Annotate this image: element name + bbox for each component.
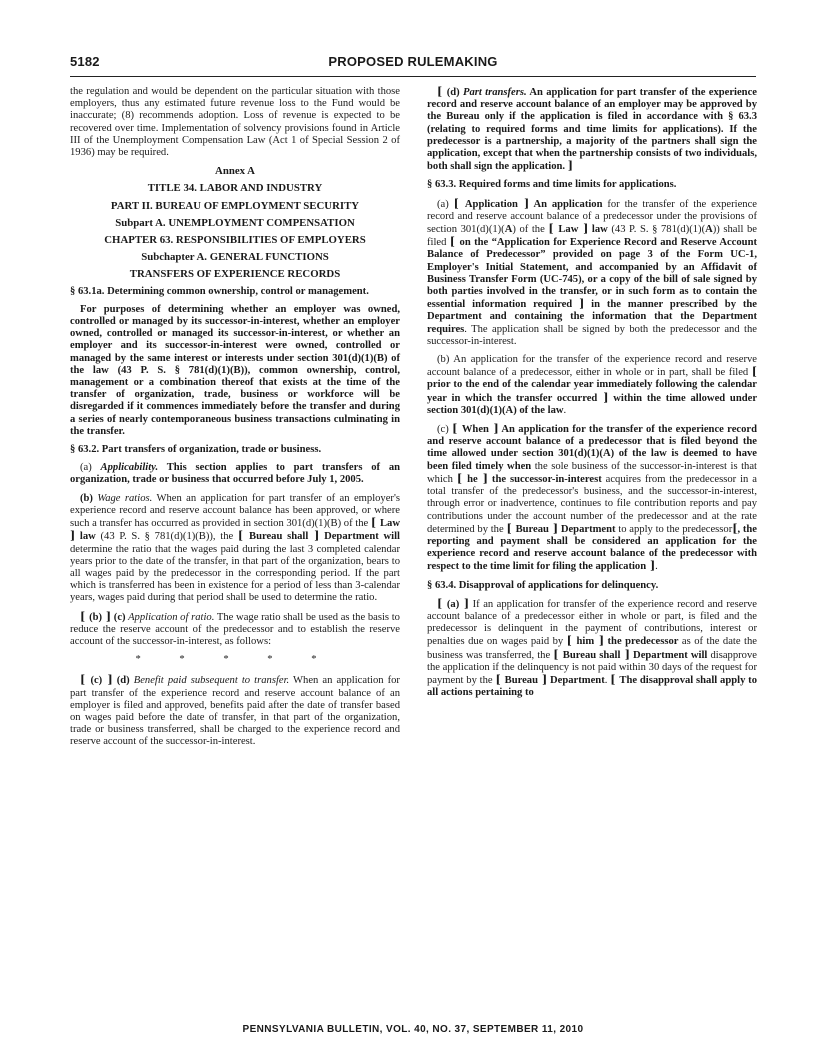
subsection-b-text: (43 P. S. § 781(d)(1)(B)), the [95, 531, 238, 543]
bracket-close: ] [477, 471, 488, 485]
plain-text: (b) An application for the transfer of the experience record and reserve account balance of a predecessor, either in whole or in part, shall be filed [427, 354, 757, 379]
bracket-open: [ [553, 647, 563, 661]
bracket-open: [ [548, 222, 559, 236]
plain-text: . [655, 561, 658, 573]
inserted-text: law [75, 531, 96, 543]
bracket-open: [ [449, 235, 460, 249]
inserted-text: An application for the transfer of the experience record and reserve account balance of a predecessor that is filed beyond the time allowed under section 301(d)(1)(A) of the law is deemed to have been filed timely when [427, 424, 757, 472]
plain-text: ) of the [512, 224, 549, 236]
deleted-text: him [576, 636, 595, 648]
inserted-text: in the manner prescribed by the Department and containing the information that the Department requires [427, 299, 757, 335]
bracket-close: ] [548, 521, 559, 535]
bracket-open: [ [437, 85, 447, 98]
deleted-text: Bureau shall [249, 531, 309, 543]
plain-text: (c) [437, 424, 453, 436]
deleted-text: Bureau [504, 674, 538, 686]
bracket-open: [ [452, 422, 462, 436]
header-rule [70, 76, 756, 77]
subsection-b-text: When an application for part transfer of an employer's experience record and reserve account balance has been approved, or where such a transfer has occurred as provided in section 301(d)(1)(B) of the [70, 492, 400, 530]
part-heading: PART II. BUREAU OF EMPLOYMENT SECURITY [110, 199, 360, 212]
inserted-text: (d) [112, 675, 130, 687]
bracket-open: [ [566, 634, 577, 648]
deleted-text: on the “Application for Experience Record and Reserve Account Balance of Predecessor” provided on page 3 of the Form UC-1, Employer's Initial Statement, and accompanied by an Affidavit of Business Transfer Form (UC-745), or a copy of the bill of sale signed by both parties involved in the transfer, or in such form as to contain the essential information required [427, 237, 757, 311]
subsection-a-text: This section applies to part transfers of an organization, trade or business that occurred before July 1, 2005. [70, 462, 401, 486]
deleted-text: , the reporting and payment shall be considered an application for the experience record and reserve account balance of the predecessor with respect to the time limit for filing the application [427, 523, 757, 573]
bracket-close: ] [488, 422, 499, 436]
section-63-3-b-paragraph [427, 354, 757, 417]
bracket-open: [ [610, 672, 620, 686]
section-63-4-heading: § 63.4. Disapproval of applications for delinquency. [427, 579, 659, 591]
inserted-text: within the time allowed under section 301(d)(1)(A) of the law [427, 392, 758, 416]
annex-heading: Annex A [215, 165, 255, 178]
chapter-heading: CHAPTER 63. RESPONSIBILITIES OF EMPLOYERS [104, 234, 366, 247]
intro-paragraph: the regulation and would be dependent on the particular situation with those employers, thus any estimated future revenue loss to the Fund would be inaccurate; (8) recommends adoption. Loss of revenue is expected to be recovered over time. Implementation of solvency provisions found in Article III of the Unemployment Compensation Law (Act 1 of Special Session 2 of 1936) may be required. [70, 86, 400, 159]
plain-text: disapprove the application if the delinquency is not paid within 30 days of the request for payment by the [427, 649, 757, 686]
section-title: PROPOSED RULEMAKING [328, 54, 498, 69]
deleted-text: The disapproval shall apply to all actions pertaining to [427, 674, 757, 699]
subsection-c-title: Application of ratio. [125, 611, 215, 623]
inserted-text: (c) [111, 611, 126, 623]
subchapter-heading: Subchapter A. GENERAL FUNCTIONS [141, 251, 329, 264]
subsection-a-paragraph [70, 462, 400, 486]
bracket-open: [ [453, 196, 465, 210]
subsection-d-title: Benefit paid subsequent to transfer. [129, 675, 290, 687]
deleted-text: prior to the end of the calendar year immediately following the calendar year in which the transfer occurred [427, 379, 757, 404]
page-number: 5182 [70, 54, 100, 69]
subsection-d-text: When an application for part transfer of the experience record and reserve account balance of an employer is filed and approved, benefits paid after the date of transfer based on wages paid before the date of transfer, in that part of the organization, trade or business transferred, shall be charged to the experience record and reserve account of the successor-in-interest. [70, 675, 400, 748]
deleted-text: he [467, 473, 478, 485]
inserted-text: the successor-in-interest [488, 473, 602, 485]
plain-text: (a) [437, 198, 454, 210]
inserted-text: law [588, 224, 608, 236]
inserted-text: Department [558, 523, 616, 535]
section-63-1a-heading: § 63.1a. Determining common ownership, control or management. [70, 285, 369, 297]
inserted-text: the predecessor [604, 636, 679, 648]
bracket-close: ] [70, 529, 76, 543]
deleted-text: Bureau shall [562, 649, 621, 661]
bracket-close: ] [597, 390, 609, 404]
subsection-c-paragraph [70, 611, 400, 649]
bracket-close: ] [567, 159, 573, 173]
subsection-d-paragraph [70, 674, 400, 748]
bracket-close: ] [578, 222, 589, 236]
left-column [70, 86, 400, 755]
bracket-open: [ [495, 672, 505, 686]
bracket-close: ] [579, 297, 585, 311]
bracket-open: [ [80, 673, 91, 687]
bracket-close: ] [594, 634, 605, 648]
subsection-b-paragraph [70, 493, 400, 605]
bracket-close: ] [459, 596, 470, 610]
subpart-heading: Subpart A. UNEMPLOYMENT COMPENSATION [115, 216, 355, 229]
bracket-open: [ [732, 521, 738, 535]
plain-text: . [604, 674, 611, 686]
plain-text: as of the date the business was transferred, the [427, 636, 757, 661]
deleted-text: When [461, 424, 489, 436]
deleted-text: Application [464, 198, 518, 210]
plain-text: (43 P. S. § 781(d)(1)( [607, 224, 706, 236]
deleted-text: (c) [90, 675, 103, 687]
subsection-a-title: Applicability. [100, 462, 159, 474]
running-head [70, 54, 756, 72]
plain-text: . [563, 404, 567, 416]
omission-stars: * * * * * [135, 654, 335, 666]
bracket-open: [ [751, 365, 757, 379]
subsection-c-text: The wage ratio shall be used as the basis to reduce the reserve account of the predecessor and to establish the reserve account of the successor-in-interest, as follows: [70, 611, 400, 647]
inserted-text: An application [529, 198, 603, 210]
subsection-group-heading: TRANSFERS OF EXPERIENCE RECORDS [129, 268, 341, 281]
bracket-open: [ [237, 529, 250, 543]
bracket-close: ] [102, 609, 112, 623]
plain-text: . The application shall be signed by both the predecessor and the successor-in-interest. [427, 323, 757, 347]
part-transfers-text: An application for part transfer of the experience record and reserve account balance of an employer may be approved by the Bureau only if the application is filed in accordance with § 63.3 (relating to required forms and time limits for applications). If the predecessor is a partnership, a majority of the partners shall sign the application, except that when the partnership consists of two individuals, both shall sign the application. [427, 87, 757, 173]
section-63-3-a-paragraph [427, 198, 757, 348]
plain-text: to apply to the predecessor [615, 523, 733, 535]
inserted-text: Department will [319, 531, 400, 543]
inserted-text: Department [547, 674, 605, 686]
subsection-b-label: (b) [80, 492, 93, 504]
bracket-open: [ [437, 596, 447, 610]
plain-text: acquires from the predecessor in a total transfer of the predecessor's business, and the successor-in-interest, through error or inadvertence, continues to file contribution reports and pay contributions under the account number of the predecessor and at the rate determined by the [427, 473, 757, 535]
inserted-text: A [504, 224, 513, 236]
subsection-b-title: Wage ratios. [92, 492, 153, 504]
part-transfers-paragraph [427, 86, 757, 173]
bracket-open: [ [456, 471, 468, 485]
bracket-close: ] [620, 647, 630, 661]
right-column [427, 86, 757, 705]
inserted-text: Department will [629, 649, 708, 661]
deleted-text: Law [558, 224, 579, 236]
bracket-open: [ [506, 521, 516, 535]
bracket-open: [ [80, 609, 90, 623]
plain-text: If an application for transfer of the experience record and reserve account balance of a predecessor either in whole or part, is filed and the predecessor is delinquent in the payment of contributions, interest or penalties due on wages paid by [427, 598, 757, 648]
bulletin-citation-footer: PENNSYLVANIA BULLETIN, VOL. 40, NO. 37, SEPTEMBER 11, 2010 [242, 1024, 584, 1035]
subsection-a-label: (a) [80, 462, 101, 474]
section-63-3-c-paragraph [427, 423, 757, 573]
deleted-text: Bureau [515, 523, 549, 535]
bracket-close: ] [646, 559, 656, 573]
bracket-close: ] [102, 673, 113, 687]
plain-text: for the transfer of the experience record and reserve account balance of a predecessor under the provisions of section 301(d)(1)( [427, 198, 757, 236]
inserted-text: A [705, 224, 713, 236]
part-transfers-title: Part transfers. [462, 87, 527, 98]
bracket-close: ] [517, 196, 530, 210]
deleted-text: (b) [89, 611, 103, 623]
section-63-2-heading: § 63.2. Part transfers of organization, trade or business. [70, 444, 322, 456]
plain-text: the sole business of the successor-in-interest is that which [427, 460, 757, 485]
section-63-3-heading: § 63.3. Required forms and time limits for applications. [427, 179, 677, 191]
subsection-b-text: determine the ratio that the wages paid during the last 3 completed calendar years prior to the date of the transfer, in that part of the organization, bears to all wages paid by the predecessor in the corresponding period. If the part which is transferred has been in existence for a period of less than 3-calendar years, wages paid during that period shall be used to determine the ratio. [70, 543, 400, 604]
part-transfers-label: (d) [446, 87, 463, 98]
deleted-text: (a) [446, 598, 460, 610]
title-heading: TITLE 34. LABOR AND INDUSTRY [147, 182, 323, 195]
bracket-close: ] [538, 672, 548, 686]
plain-text: )) shall be filed [427, 224, 757, 249]
bracket-open: [ [370, 516, 380, 530]
section-63-4-paragraph [427, 598, 757, 700]
deleted-text: Law [379, 518, 400, 530]
section-63-1a-body: For purposes of determining whether an employer was owned, controlled or managed by its successor-in-interest, whether an employer owned, controlled or managed its successor-in-interest, or whether an employer and its successor-in-interest were owned, controlled or managed by the same interest or interests under section 301(d)(1)(B) of the law (43 P. S. § 781(d)(1)(B)), common ownership, control, management or a combination thereof that exists at the time of the transfer of organization, trade, business or workforce will be disregarded if it commences immediately before the transfer and during a series of nearly contemporaneous business transactions culminating in the transfer. [70, 303, 400, 437]
bracket-close: ] [308, 529, 320, 543]
